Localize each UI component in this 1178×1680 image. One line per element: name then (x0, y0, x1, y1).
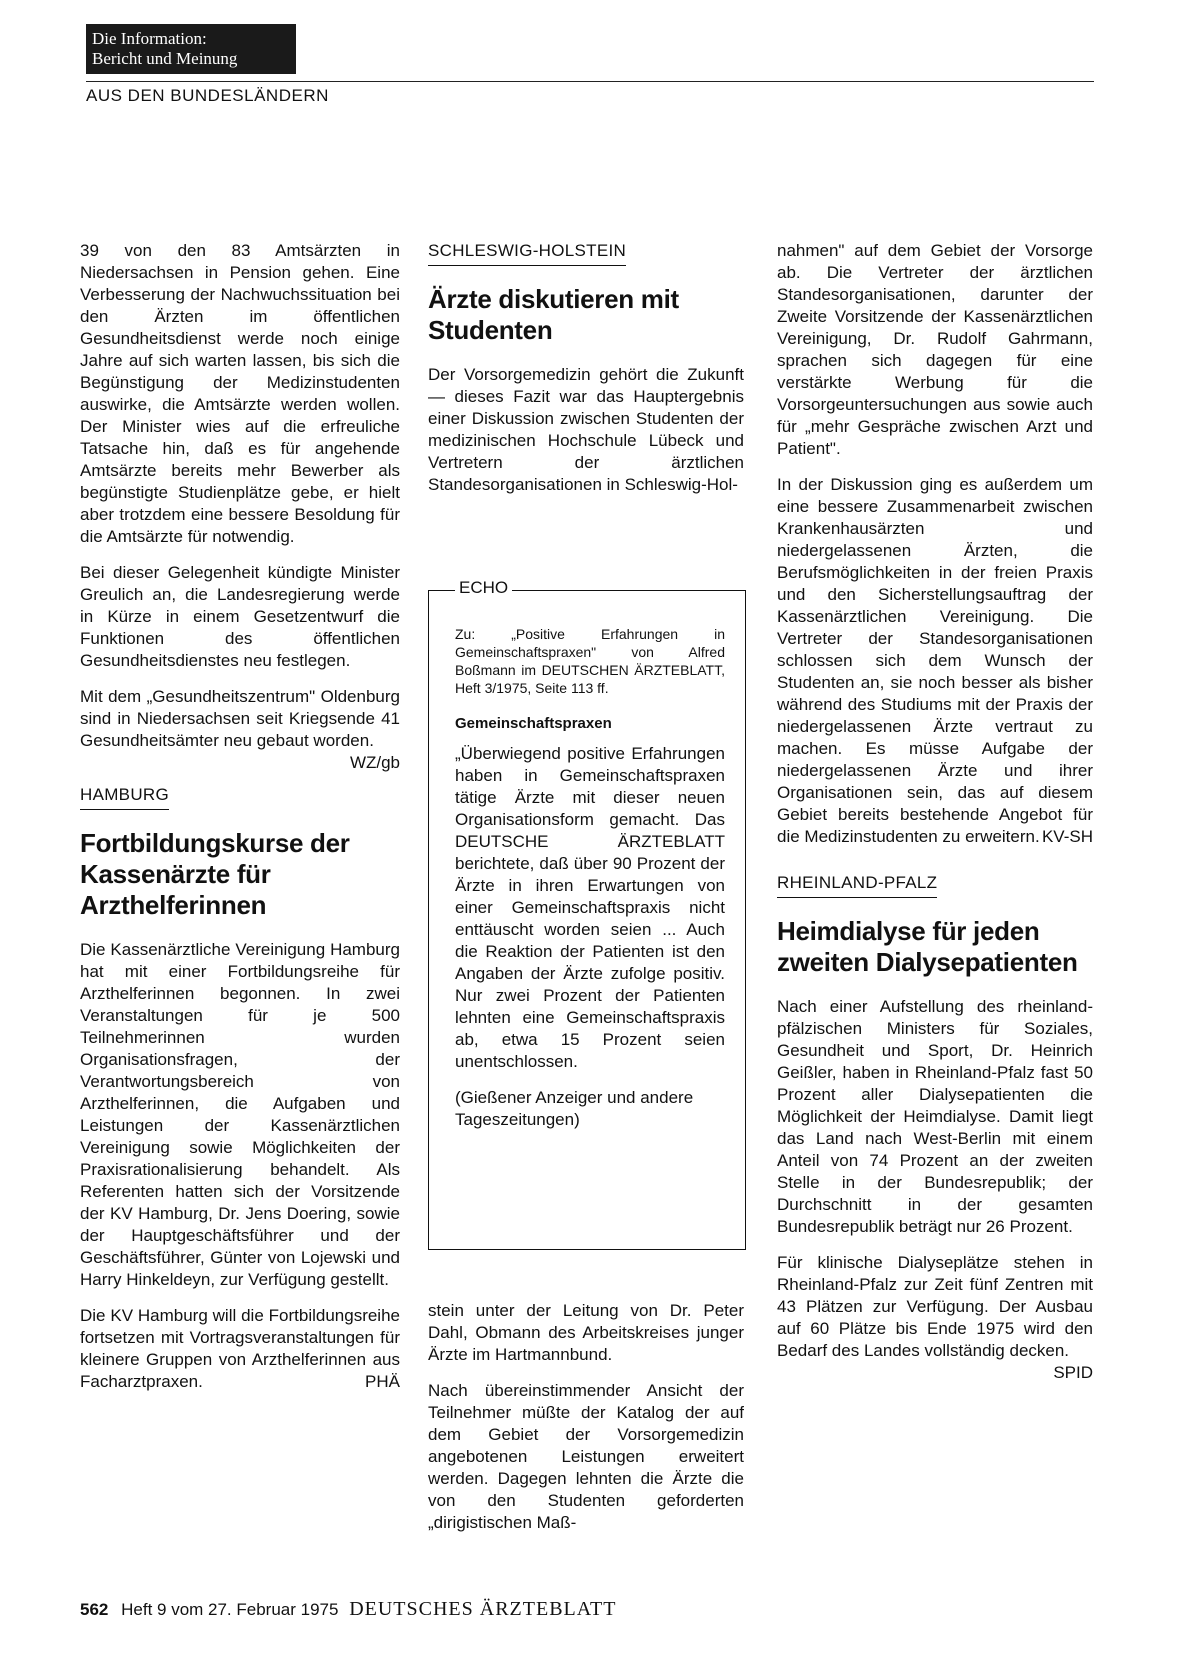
author-signature: SPID (1053, 1363, 1093, 1382)
paragraph-text: Die KV Hamburg will die Fortbildungsreihe fortsetzen mit Vortragsveranstaltungen für kleinere Gruppen von Arzthelferinnen aus Facharztpraxen. (80, 1306, 400, 1391)
department-label: AUS DEN BUNDESLÄNDERN (86, 86, 329, 105)
rubric-line-2: Bericht und Meinung (92, 49, 238, 68)
paragraph: Nach einer Aufstellung des rheinland-pfälzischen Ministers für Soziales, Gesundheit und Sport, Dr. Heinrich Geißler, haben in Rheinland-Pfalz fast 50 Prozent aller Dialysepatienten die Möglichkeit der Heimdialyse. Damit liegt das Land nach West-Berlin mit einem Anteil von 74 Prozent an der zweiten Stelle in der Bundesrepublik; der Durchschnitt in der gesamten Bundesrepublik beträgt nur 26 Prozent. (777, 997, 1093, 1236)
echo-reference: Zu: „Positive Erfahrungen in Gemeinschaftspraxen" von Alfred Boßmann im DEUTSCHEN ÄRZTEBLATT, Heft 3/1975, Seite 113 ff. (455, 626, 725, 696)
issue-info: Heft 9 vom 27. Februar 1975 (121, 1600, 339, 1619)
paragraph-text: In der Diskussion ging es außerdem um eine bessere Zusammenarbeit zwischen Krankenhausärzten und niedergelassenen Ärzten, die Berufsmöglichkeiten in der freien Praxis und den Sicherstellungsauftrag der Kassenärztlichen Vereinigung. Die Vertreter der Standesorganisationen schlossen sich dem Wunsch der Studenten an, sie noch besser als bisher während des Studiums mit der Praxis der niedergelassenen Ärzte vertraut zu machen. Es müsse Aufgabe der niedergelassenen Ärzte und ihrer Organisationen sein, das auf diesem Gebiet bereits bestehende Angebot für die Medizinstudenten zu erweitern. (777, 475, 1093, 846)
paragraph-text: Mit dem „Gesundheitszentrum" Oldenburg sind in Niedersachsen seit Kriegsende 41 Gesundheitsämter neu gebaut worden. (80, 687, 400, 750)
article-headline: Fortbildungskurse der Kassenärzte für Arzthelferinnen (80, 828, 350, 920)
column-3 (777, 240, 1093, 1384)
paragraph (80, 1305, 400, 1393)
column-2-bottom (428, 1300, 744, 1548)
echo-content (455, 625, 725, 1145)
rubric-box (86, 24, 296, 74)
echo-source: (Gießener Anzeiger und andere Tageszeitungen) (455, 1088, 694, 1129)
echo-box (428, 578, 746, 1250)
section-label-rheinland-pfalz: RHEINLAND-PFALZ (777, 872, 937, 898)
article-headline: Heimdialyse für jeden zweiten Dialysepatienten (777, 916, 1078, 977)
section-label-schleswig-holstein: SCHLESWIG-HOLSTEIN (428, 240, 626, 266)
echo-quote: „Überwiegend positive Erfahrungen haben in Gemeinschaftspraxen tätige Ärzte mit dieser neuen Organisationsform gemacht. Das DEUTSCHE ÄRZTEBLATT berichtete, daß über 90 Prozent der Ärzte in ihren Erwartungen von einer Gemeinschaftspraxis nicht enttäuscht worden seien ... Auch die Reaktion der Patienten ist den Angaben der Ärzte zufolge positiv. Nur zwei Prozent der Patienten lehnten eine Gemeinschaftspraxis ab, etwa 15 Prozent seien unentschlossen. (455, 744, 725, 1071)
paragraph-text: Für klinische Dialyseplätze stehen in Rheinland-Pfalz zur Zeit fünf Zentren mit 43 Plätzen zur Verfügung. Der Ausbau auf 60 Plätze bis Ende 1975 wird den Bedarf des Landes vollständig decken. (777, 1253, 1093, 1360)
paragraph (777, 1252, 1093, 1382)
column-1 (80, 240, 400, 1407)
echo-subhead: Gemeinschaftspraxen (455, 715, 612, 732)
article-headline: Ärzte diskutieren mit Studenten (428, 284, 679, 345)
paragraph (777, 474, 1093, 848)
page-footer (80, 1598, 616, 1621)
magazine-name: DEUTSCHES ÄRZTEBLATT (349, 1598, 617, 1620)
paragraph: nahmen" auf dem Gebiet der Vorsorge ab. Die Vertreter der ärztlichen Standesorganisationen, darunter der Zweite Vorsitzende der Kassenärztlichen Vereinigung, Dr. Rudolf Gahrmann, sprachen sich dagegen für eine verstärkte Werbung für die Vorsorgeuntersuchungen aus sowie auch für „mehr Gespräche zwischen Arzt und Patient". (777, 241, 1093, 458)
paragraph: 39 von den 83 Amtsärzten in Niedersachsen in Pension gehen. Eine Verbesserung der Nachwuchssituation bei den Ärzten im öffentlichen Gesundheitsdienst werde noch einige Jahre auf sich warten lassen, bis sich die Begünstigung der Medizinstudenten auswirke, die Amtsärzte werden wollen. Der Minister wies auf die erfreuliche Tatsache hin, daß es für angehende Amtsärzte bereits mehr Bewerber als begünstigte Studienplätze gebe, er hielt aber trotzdem eine bessere Besoldung für die Amtsärzte für notwendig. (80, 241, 400, 546)
author-signature: PHÄ (365, 1372, 400, 1391)
rubric-line-1: Die Information: (92, 29, 207, 48)
paragraph: stein unter der Leitung von Dr. Peter Dahl, Obmann des Arbeitskreises junger Ärzte im Hartmannbund. (428, 1301, 744, 1364)
echo-title: ECHO (455, 578, 512, 598)
header-rule (86, 81, 1094, 82)
paragraph: Die Kassenärztliche Vereinigung Hamburg hat mit einer Fortbildungsreihe für Arzthelferinnen begonnen. In zwei Veranstaltungen für je 500 Teilnehmerinnen wurden Organisationsfragen, der Verantwortungsbereich von Arzthelferinnen, die Aufgaben und Leistungen der Kassenärztlichen Vereinigung sowie Möglichkeiten der Praxisrationalisierung behandelt. Als Referenten hatten sich der Vorsitzende der KV Hamburg, Dr. Jens Doering, sowie der Hauptgeschäftsführer und der Geschäftsführer, Günter von Lojewski und Harry Hinkeldeyn, zur Verfügung gestellt. (80, 940, 400, 1289)
paragraph (80, 686, 400, 772)
author-signature: WZ/gb (349, 753, 400, 772)
column-2-top (428, 240, 744, 510)
paragraph: Bei dieser Gelegenheit kündigte Minister Greulich an, die Landesregierung werde in Kürze in einem Gesetzentwurf die Funktionen des öffentlichen Gesundheitsdienstes neu festlegen. (80, 563, 400, 670)
paragraph: Der Vorsorgemedizin gehört die Zukunft — dieses Fazit war das Hauptergebnis einer Diskussion zwischen Studenten der medizinischen Hochschule Lübeck und Vertretern der ärztlichen Standesorganisationen in Schleswig-Hol- (428, 365, 744, 494)
section-label-hamburg: HAMBURG (80, 784, 169, 810)
page-number: 562 (80, 1600, 109, 1619)
paragraph: Nach übereinstimmender Ansicht der Teilnehmer müßte der Katalog der auf dem Gebiet der Vorsorgemedizin angebotenen Leistungen erweitert werden. Dagegen lehnten die Ärzte die von den Studenten geforderten „dirigistischen Maß- (428, 1381, 744, 1532)
author-signature: KV-SH (1041, 827, 1093, 846)
